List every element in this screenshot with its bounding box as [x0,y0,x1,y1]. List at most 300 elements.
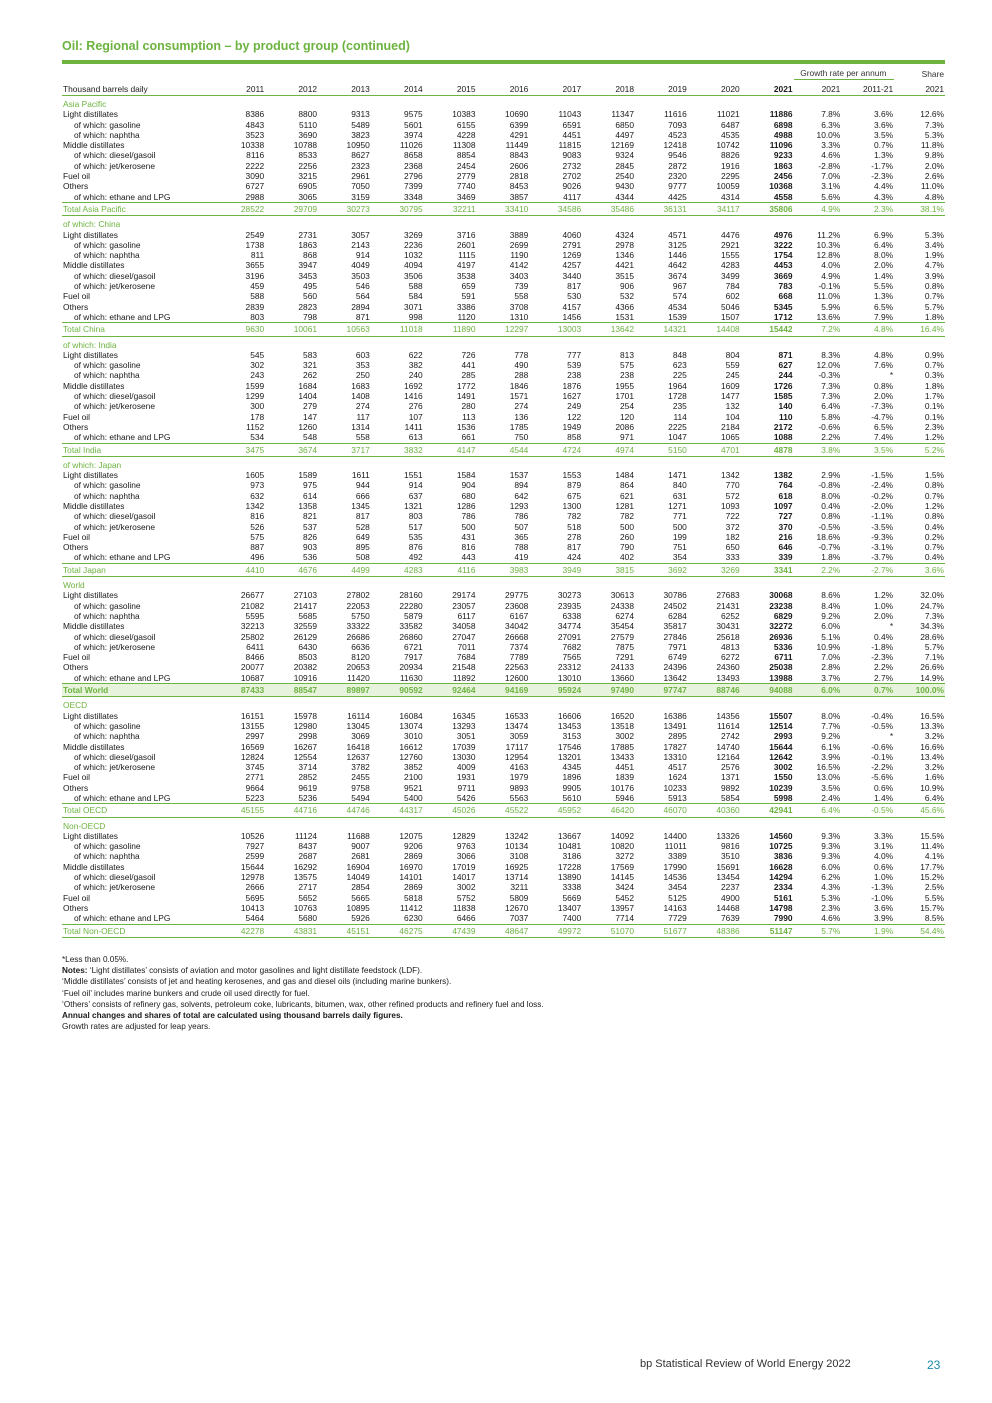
value-cell: 178 [250,411,265,422]
value-cell: 816 [250,511,265,522]
value-cell: 10134 [505,841,529,852]
value-cell: 17117 [505,741,529,752]
row-label: Fuel oil [63,892,90,903]
total-value-cell: 97490 [582,684,635,697]
value-cell: 1358 [298,500,318,511]
value-cell: 0.9% [924,349,944,360]
table-row [62,360,945,370]
total-value-cell: 11018 [371,323,424,336]
row-label: of which: gasoline [74,720,141,731]
value-cell: 249 [567,401,582,412]
value-cell: 786 [514,511,529,522]
value-cell: 21417 [293,600,318,611]
value-cell: 1299 [245,391,265,402]
header-row [62,80,945,96]
value-cell: 1964 [668,380,687,391]
value-cell: 6.1% [821,741,841,752]
value-cell: 13045 [346,720,370,731]
total-value-cell: 9630 [212,323,265,336]
value-cell: 17885 [610,741,634,752]
value-cell: 6721 [404,641,423,652]
value-cell: 27802 [346,590,370,601]
value-cell: 26668 [505,631,529,642]
value-cell: 627 [778,360,793,371]
value-cell: 235 [672,401,687,412]
value-cell: 3674 [668,270,687,281]
table-row [62,230,945,240]
row-label: of which: ethane and LPG [74,672,171,683]
value-cell: 591 [461,291,476,302]
value-cell: 22280 [399,600,423,611]
value-cell: 0.4% [821,500,841,511]
row-label: Others [63,301,89,312]
total-value-cell: 3.5% [841,443,894,456]
value-cell: 140 [778,401,793,412]
value-cell: 894 [514,480,529,491]
value-cell: 245 [725,370,740,381]
value-cell: 4558 [773,191,793,202]
value-cell: 2852 [298,772,318,783]
value-cell: 11043 [558,109,582,120]
value-cell: 840 [672,480,687,491]
value-cell: 21082 [240,600,265,611]
value-cell: 572 [725,490,740,501]
value-cell: 3515 [615,270,634,281]
value-cell: 4517 [668,762,687,773]
table-row [62,412,945,422]
section-name: OECD [63,700,88,711]
value-cell: 7.9% [874,311,894,322]
value-cell: 3.1% [821,181,841,192]
value-cell: -9.3% [871,531,894,542]
total-row [62,323,945,336]
value-cell: 2.3% [821,902,841,913]
value-cell: 1589 [298,470,318,481]
value-cell: 12418 [663,140,687,151]
table-row [62,542,945,552]
value-cell: 632 [250,490,265,501]
value-cell: 1342 [721,470,740,481]
value-cell: 1785 [509,421,529,432]
value-cell: 4523 [668,129,687,140]
value-cell: 9.3% [821,830,841,841]
value-cell: 1754 [773,250,793,261]
total-value-cell: 32211 [424,202,477,215]
value-cell: 9.3% [821,851,841,862]
value-cell: -1.5% [871,470,894,481]
value-cell: 33582 [399,621,423,632]
value-cell: 4534 [668,301,687,312]
row-label: of which: naphtha [74,490,140,501]
value-cell: 26677 [240,590,265,601]
value-cell: 5946 [615,793,634,803]
value-cell: 120 [620,411,634,422]
value-cell: * [889,621,894,632]
value-cell: 6711 [774,652,793,663]
value-cell: 34058 [452,621,476,632]
value-cell: 1846 [509,380,529,391]
value-cell: 15978 [293,710,318,721]
value-cell: 5161 [773,892,793,903]
value-cell: 575 [250,531,265,542]
table-row [62,240,945,250]
section-header-row [62,96,945,110]
total-value-cell: 11890 [424,323,477,336]
total-value-cell: 33410 [477,202,530,215]
value-cell: 2.7% [874,672,894,683]
section-header-row [62,697,945,711]
value-cell: 1555 [721,250,740,261]
value-cell: 12829 [452,830,476,841]
value-cell: 817 [355,511,370,522]
value-cell: -2.3% [871,652,894,663]
value-cell: 23312 [557,662,582,673]
row-label: Fuel oil [63,411,90,422]
value-cell: 110 [779,411,793,422]
value-cell: 528 [355,521,370,532]
total-value-cell: 4499 [318,563,371,576]
value-cell: 1115 [458,250,476,261]
value-cell: 786 [461,511,476,522]
value-cell: 726 [461,349,476,360]
table-row [62,762,945,772]
value-cell: 1531 [615,311,634,322]
value-cell: 13988 [769,672,793,683]
value-cell: 1585 [773,391,793,402]
table-row [62,120,945,130]
value-cell: 539 [567,360,582,371]
value-cell: 9758 [351,782,370,793]
row-label: of which: diesel/gasoil [74,270,156,281]
table-row [62,522,945,532]
value-cell: 5.3% [821,892,841,903]
value-cell: 975 [303,480,318,491]
value-cell: 3889 [509,229,529,240]
value-cell: 790 [620,542,634,553]
note-5: Annual changes and shares of total are calculated using thousand barrels daily figures. [62,1011,403,1021]
value-cell: 1.0% [874,600,894,611]
value-cell: 25038 [769,662,793,673]
value-cell: 1446 [668,250,687,261]
value-cell: * [889,731,894,742]
value-cell: 6252 [721,610,740,621]
value-cell: 584 [408,291,423,302]
value-cell: 26.6% [920,662,944,673]
value-cell: 12514 [769,720,793,731]
column-header: 2012 [265,80,318,96]
row-label: Others [63,542,89,553]
value-cell: 11124 [294,830,318,841]
value-cell: 12642 [769,751,793,762]
value-cell: 1537 [509,470,529,481]
value-cell: 3782 [351,762,370,773]
column-header: 2019 [635,80,688,96]
value-cell: 2222 [245,160,265,171]
value-cell: 4157 [562,301,582,312]
row-label: of which: jet/kerosene [74,281,156,292]
note-2: ‘Middle distillates’ consists of jet and heating kerosenes, and gas and diesel oils (including marine bunkers). [62,977,452,987]
value-cell: 560 [303,291,318,302]
value-cell: 1032 [404,250,423,261]
value-cell: 4900 [721,892,740,903]
value-cell: 3125 [668,239,687,250]
row-label: of which: diesel/gasoil [74,511,156,522]
table-row [62,611,945,621]
value-cell: 6829 [773,610,793,621]
value-cell: 4.3% [874,191,894,202]
value-cell: 4451 [562,129,582,140]
value-cell: 0.7% [874,140,894,151]
value-cell: 26129 [293,631,318,642]
row-label: Fuel oil [63,531,90,542]
value-cell: 14740 [716,741,740,752]
value-cell: 1408 [351,391,370,402]
value-cell: 17.7% [920,861,944,872]
value-cell: 3186 [562,851,582,862]
value-cell: 13.4% [920,751,944,762]
value-cell: 1772 [456,380,476,391]
table-row [62,831,945,841]
row-label: Fuel oil [63,291,90,302]
row-label: of which: naphtha [74,370,140,381]
value-cell: 3338 [562,882,582,893]
total-value-cell: 47439 [424,924,477,937]
value-cell: 11614 [716,720,740,731]
total-value-cell: 36131 [635,202,688,215]
value-cell: 848 [672,349,687,360]
value-cell: 22053 [346,600,370,611]
header-row-top [62,64,945,80]
value-cell: 216 [778,531,793,542]
value-cell: 5695 [245,892,265,903]
row-label: Light distillates [63,349,118,360]
value-cell: 750 [514,432,529,443]
value-cell: 7639 [721,913,740,924]
value-cell: 24396 [663,662,687,673]
table-row [62,783,945,793]
value-cell: 15.2% [920,872,944,883]
value-cell: 558 [514,291,529,302]
table-row [62,130,945,140]
value-cell: 16533 [505,710,529,721]
value-cell: 10687 [240,672,265,683]
value-cell: 1190 [510,250,529,261]
value-cell: 0.6% [874,782,894,793]
value-cell: 1979 [509,772,529,783]
value-cell: 3.9% [924,270,944,281]
value-cell: 13326 [716,830,740,841]
value-cell: 3499 [721,270,740,281]
value-cell: 7.3% [924,610,944,621]
value-cell: 6.3% [821,119,841,130]
value-cell: 535 [408,531,423,542]
value-cell: 1916 [721,160,740,171]
value-cell: 0.4% [924,552,944,563]
table-row [62,903,945,913]
value-cell: 500 [620,521,634,532]
value-cell: 0.8% [874,380,894,391]
row-label: Middle distillates [63,260,125,271]
value-cell: 8843 [509,150,529,161]
column-header: 2021 [794,80,842,96]
value-cell: 2998 [298,731,318,742]
total-value-cell: 14321 [635,323,688,336]
value-cell: 9.2% [821,731,841,742]
row-label: Light distillates [63,710,118,721]
value-cell: 1553 [562,470,582,481]
total-label: Total Japan [62,563,212,576]
value-cell: 0.8% [924,480,944,491]
value-cell: 1286 [456,500,476,511]
row-label: of which: jet/kerosene [74,160,156,171]
value-cell: 6.5% [874,421,894,432]
value-cell: 1120 [457,311,476,322]
value-cell: 5752 [456,892,476,903]
value-cell: 419 [514,552,529,563]
table-row [62,552,945,563]
value-cell: 1863 [298,239,318,250]
value-cell: 3440 [562,270,582,281]
table-row [62,882,945,892]
total-value-cell: 44317 [371,804,424,817]
value-cell: 14017 [452,872,476,883]
value-cell: 12980 [293,720,318,731]
value-cell: 13957 [610,902,634,913]
value-cell: -0.5% [871,720,894,731]
value-cell: 4976 [773,229,793,240]
value-cell: 16.5% [920,710,944,721]
value-cell: 424 [567,552,582,563]
value-cell: 16925 [505,861,529,872]
row-label: Fuel oil [63,772,90,783]
value-cell: 25802 [240,631,265,642]
value-cell: 225 [672,370,687,381]
value-cell: 3.9% [874,913,894,924]
table-row [62,511,945,521]
value-cell: 13407 [557,902,582,913]
section-header-row [62,456,945,470]
value-cell: 1269 [562,250,582,261]
value-cell: 3506 [404,270,423,281]
row-label: Fuel oil [63,652,90,663]
value-cell: 10233 [663,782,687,793]
value-cell: 13491 [663,720,687,731]
value-cell: 5046 [721,301,740,312]
table-row [62,302,945,312]
value-cell: 887 [250,542,265,553]
value-cell: 618 [778,490,793,501]
value-cell: 1097 [773,500,793,511]
row-label: of which: gasoline [74,119,141,130]
total-row [62,202,945,215]
value-cell: 370 [778,521,793,532]
value-cell: 2702 [562,171,582,182]
value-cell: 16267 [293,741,318,752]
value-cell: 113 [462,411,476,422]
value-cell: 1605 [245,470,265,481]
value-cell: 1571 [509,391,529,402]
value-cell: 2540 [615,171,634,182]
value-cell: 0.7% [924,291,944,302]
value-cell: 895 [355,542,370,553]
value-cell: 27091 [557,631,582,642]
total-value-cell: 3341 [741,563,794,576]
value-cell: 3.3% [874,830,894,841]
value-cell: 12164 [716,751,740,762]
value-cell: 1550 [773,772,793,783]
value-cell: 1.8% [924,380,944,391]
table-row [62,652,945,662]
value-cell: 25618 [716,631,740,642]
value-cell: 5.9% [821,301,841,312]
value-cell: 402 [620,552,634,563]
value-cell: 10788 [293,140,318,151]
value-cell: 2.2% [874,662,894,673]
table-row [62,271,945,281]
value-cell: 5750 [351,610,370,621]
value-cell: 5.5% [924,892,944,903]
total-value-cell: 4283 [371,563,424,576]
value-cell: 5610 [562,793,582,803]
value-cell: 122 [567,411,582,422]
section-header-row [62,577,945,591]
value-cell: 4142 [509,260,529,271]
table-row [62,422,945,432]
value-cell: 1507 [721,311,740,322]
consumption-table-wrap [62,60,945,938]
value-cell: 244 [778,370,793,381]
table-row [62,181,945,191]
value-cell: 16569 [240,741,265,752]
value-cell: 858 [567,432,582,443]
value-cell: 2921 [721,239,740,250]
value-cell: 431 [461,531,476,542]
value-cell: 372 [725,521,740,532]
value-cell: 2961 [351,171,370,182]
value-cell: 13293 [452,720,476,731]
value-cell: 10916 [293,672,318,683]
value-cell: 8800 [298,109,318,120]
value-cell: 15507 [769,710,793,721]
table-row [62,281,945,291]
value-cell: 11616 [664,109,687,120]
value-cell: 32559 [293,621,318,632]
value-cell: 107 [408,411,423,422]
value-cell: 4453 [773,260,793,271]
value-cell: 29174 [452,590,476,601]
row-label: Others [63,902,89,913]
row-label: Light distillates [63,470,118,481]
value-cell: 114 [673,411,687,422]
value-cell: 12954 [505,751,529,762]
value-cell: 11347 [611,109,634,120]
total-value-cell: 4116 [424,563,477,576]
value-cell: 3066 [456,851,476,862]
value-cell: 1931 [456,772,476,783]
value-cell: 0.4% [924,521,944,532]
value-cell: 0.8% [924,281,944,292]
value-cell: 365 [514,531,529,542]
value-cell: 1.0% [874,872,894,883]
value-cell: 3002 [615,731,634,742]
value-cell: 1382 [773,470,793,481]
value-cell: 3051 [456,731,476,742]
value-cell: 1.3% [874,150,894,161]
value-cell: 798 [303,311,318,322]
value-cell: 864 [620,480,634,491]
value-cell: 24502 [663,600,687,611]
value-cell: 11.0% [817,291,841,302]
